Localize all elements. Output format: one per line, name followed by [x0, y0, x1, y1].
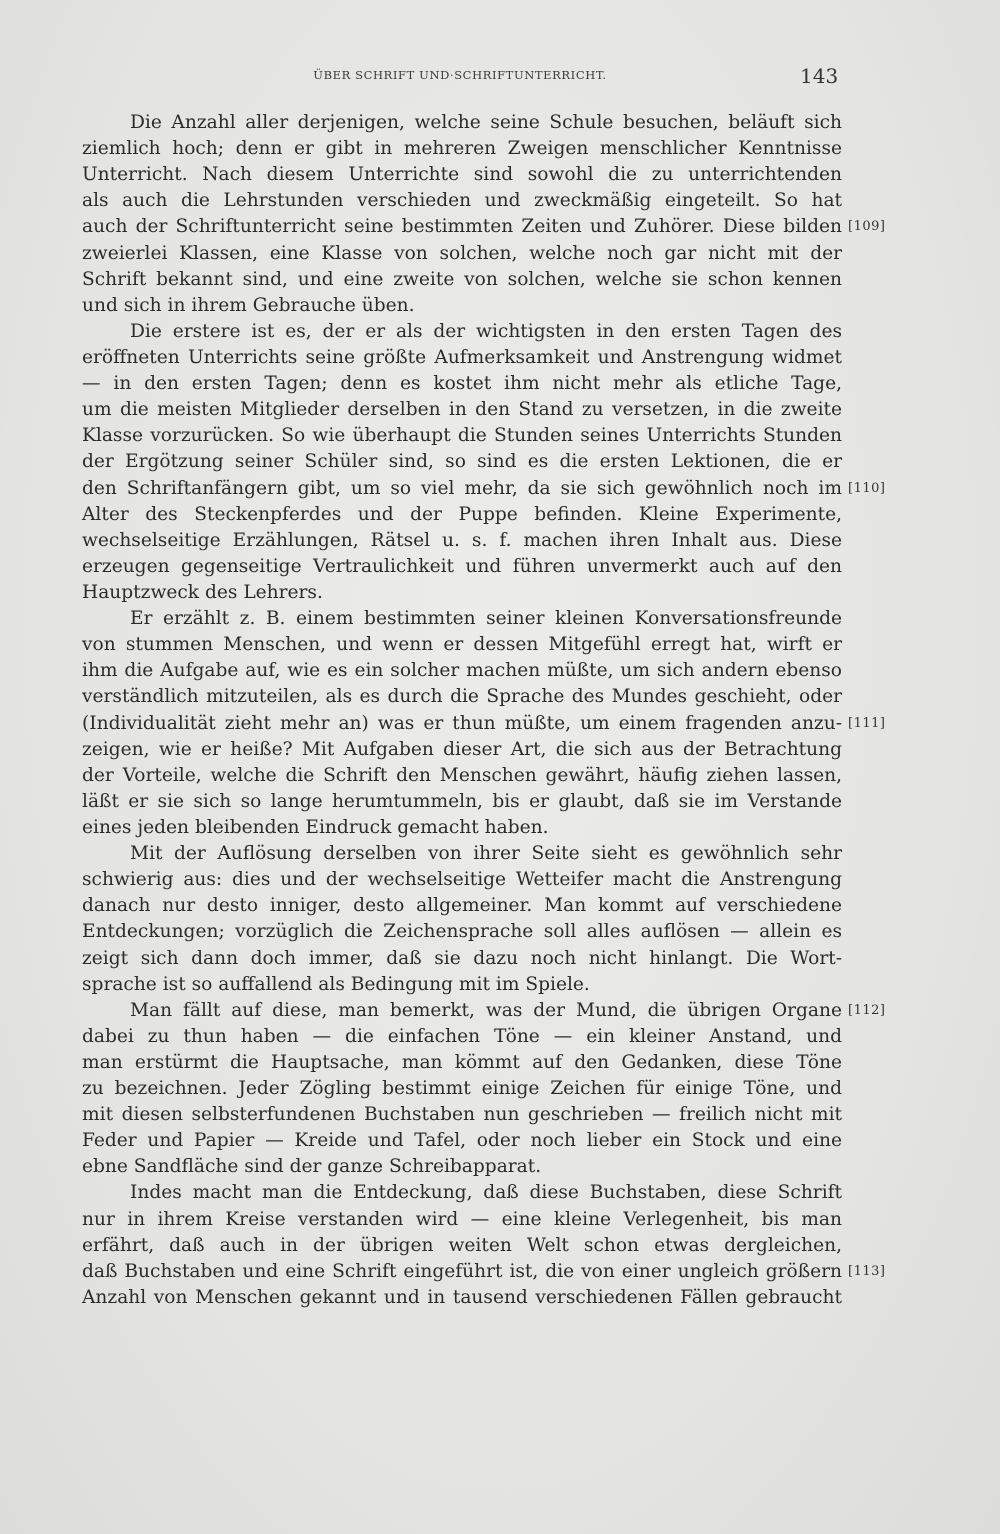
text-line: zeigen, wie er heiße? Mit Aufgaben dieser Art, die sich aus der Betrachtung [82, 738, 842, 760]
text-line: Klasse vorzurücken. So wie überhaupt die Stunden seines Unterrichts Stunden [82, 425, 842, 447]
text-line: Feder und Papier — Kreide und Tafel, oder noch lieber ein Stock und eine [82, 1130, 842, 1152]
text-line: eines jeden bleibenden Eindruck gemacht haben. [82, 816, 549, 838]
text-line: danach nur desto inniger, desto allgemeiner. Man kommt auf verschiedene [82, 895, 842, 917]
text-line: als auch die Lehrstunden verschieden und zweckmäßig eingeteilt. So hat [82, 190, 842, 212]
text-line: Hauptzweck des Lehrers. [82, 581, 323, 603]
text-line: verständlich mitzuteilen, als es durch die Sprache des Mundes geschieht, oder [82, 686, 842, 708]
text-line: um die meisten Mitglieder derselben in den Stand zu versetzen, in die zweite [82, 399, 842, 421]
text-line: und sich in ihrem Gebrauche üben. [82, 294, 415, 316]
text-line: (Individualität zieht mehr an) was er thun müßte, um einem fragenden anzu- [82, 712, 842, 734]
margin-page-reference: [112] [848, 1003, 886, 1019]
text-line: sprache ist so auffallend als Bedingung mit im Spiele. [82, 973, 590, 995]
text-line: dabei zu thun haben — die einfachen Töne — ein kleiner Anstand, und [82, 1025, 842, 1047]
text-line: ebne Sandfläche sind der ganze Schreibapparat. [82, 1156, 542, 1178]
text-line: Entdeckungen; vorzüglich die Zeichensprache soll alles auflösen — allein es [82, 921, 842, 943]
text-line: Alter des Steckenpferdes und der Puppe befinden. Kleine Experimente, [82, 503, 842, 525]
text-line: erzeugen gegenseitige Vertraulichkeit und führen unvermerkt auch auf den [82, 555, 842, 577]
margin-page-reference: [113] [848, 1264, 886, 1280]
text-line: Die Anzahl aller derjenigen, welche seine Schule besuchen, beläuft sich [130, 112, 842, 133]
margin-page-reference: [110] [848, 480, 886, 496]
margin-page-reference: [109] [848, 219, 886, 235]
text-line: Die erstere ist es, der er als der wichtigsten in den ersten Tagen des [130, 320, 842, 342]
text-line: zweierlei Klassen, eine Klasse von solchen, welche noch gar nicht mit der [82, 242, 842, 264]
margin-page-reference: [111] [848, 715, 886, 731]
text-line: mit diesen selbsterfundenen Buchstaben nun geschrieben — freilich nicht mit [82, 1104, 842, 1126]
text-line: Anzahl von Menschen gekannt und in tausend verschiedenen Fällen gebraucht [82, 1286, 842, 1308]
text-line: erfährt, daß auch in der übrigen weiten Welt schon etwas dergleichen, [82, 1234, 842, 1256]
text-line: auch der Schriftunterricht seine bestimmten Zeiten und Zuhörer. Diese bilden [82, 216, 842, 238]
page-number: 143 [800, 64, 839, 88]
text-line: Schrift bekannt sind, und eine zweite von solchen, welche sie schon kennen [82, 268, 842, 290]
text-line: wechselseitige Erzählungen, Rätsel u. s. f. machen ihren Inhalt aus. Diese [82, 529, 842, 551]
text-line: man erstürmt die Hauptsache, man kömmt auf den Gedanken, diese Töne [82, 1051, 842, 1073]
text-line: läßt er sie sich so lange herumtummeln, bis er glaubt, daß sie im Verstande [82, 790, 842, 812]
running-head [0, 64, 1000, 88]
text-line: ihm die Aufgabe auf, wie es ein solcher machen müßte, um sich andern ebenso [82, 660, 842, 682]
text-line: nur in ihrem Kreise verstanden wird — eine kleine Verlegenheit, bis man [82, 1208, 842, 1230]
text-line: zeigt sich dann doch immer, daß sie dazu noch nicht hinlangt. Die Wort- [82, 947, 842, 969]
text-line: Mit der Auflösung derselben von ihrer Seite sieht es gewöhnlich sehr [130, 843, 842, 865]
text-line: der Ergötzung seiner Schüler sind, so sind es die ersten Lektionen, die er [82, 451, 842, 473]
text-line: — in den ersten Tagen; denn es kostet ihm nicht mehr als etliche Tage, [82, 373, 842, 395]
text-line: zu bezeichnen. Jeder Zögling bestimmt einige Zeichen für einige Töne, und [82, 1078, 842, 1100]
text-line: Indes macht man die Entdeckung, daß diese Buchstaben, diese Schrift [130, 1182, 842, 1204]
text-line: der Vorteile, welche die Schrift den Menschen gewährt, häufig ziehen lassen, [82, 764, 842, 786]
body-text [82, 110, 842, 1311]
text-line: schwierig aus: dies und der wechselseitige Wetteifer macht die Anstrengung [82, 869, 842, 891]
text-line: ziemlich hoch; denn er gibt in mehreren Zweigen menschlicher Kenntnisse [82, 138, 842, 160]
text-line: daß Buchstaben und eine Schrift eingeführt ist, die von einer ungleich größern [82, 1260, 842, 1282]
text-line: Er erzählt z. B. einem bestimmten seiner kleinen Konversationsfreunde [130, 608, 842, 630]
text-line: Man fällt auf diese, man bemerkt, was der Mund, die übrigen Organe [130, 999, 842, 1021]
running-title: ÜBER SCHRIFT UND·SCHRIFTUNTERRICHT. [313, 68, 607, 82]
text-line: den Schriftanfängern gibt, um so viel mehr, da sie sich gewöhnlich noch im [82, 477, 842, 499]
text-line: Unterricht. Nach diesem Unterrichte sind sowohl die zu unterrichtenden [82, 164, 842, 186]
text-line: eröffneten Unterrichts seine größte Aufmerksamkeit und Anstrengung widmet [82, 346, 842, 368]
text-line: von stummen Menschen, und wenn er dessen Mitgefühl erregt hat, wirft er [82, 634, 842, 656]
